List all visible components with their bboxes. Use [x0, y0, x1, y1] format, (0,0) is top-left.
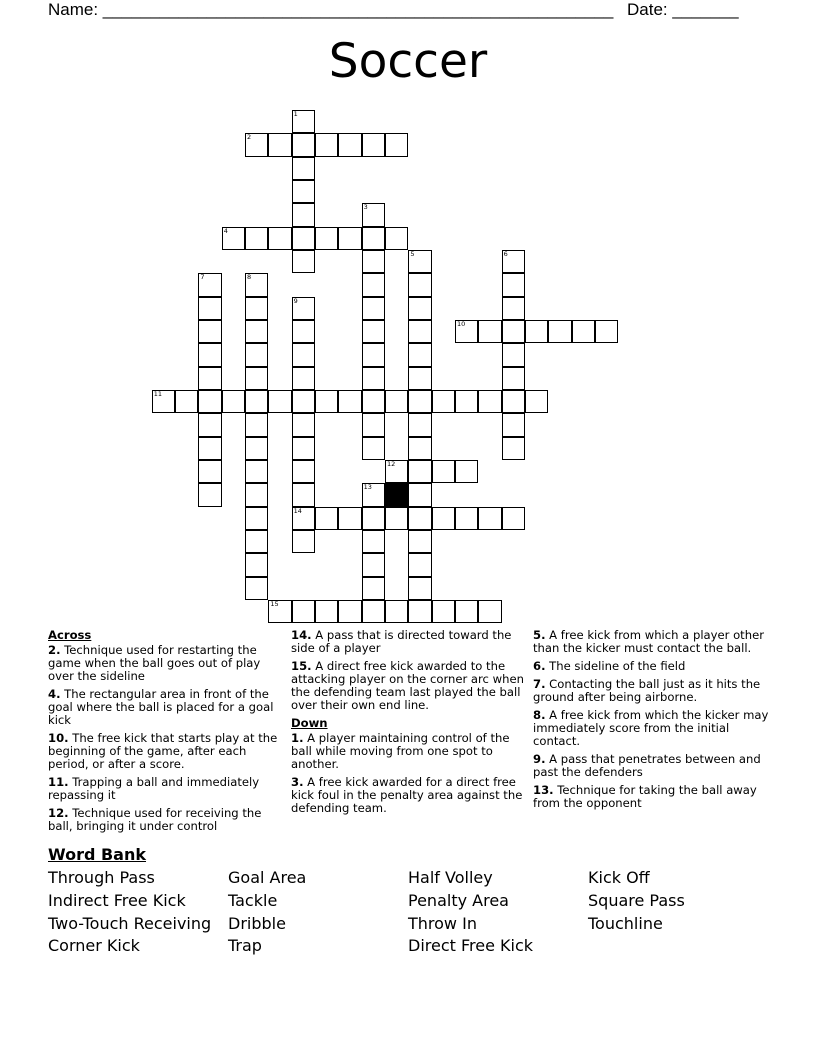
clue-number: 2. — [48, 643, 61, 657]
down-clue — [291, 732, 527, 771]
down-clue — [533, 678, 769, 704]
grid-cell[interactable] — [198, 437, 221, 460]
word-bank-item: Half Volley — [408, 868, 493, 887]
word-bank-item: Direct Free Kick — [408, 936, 534, 956]
grid-cell[interactable] — [408, 413, 431, 436]
word-bank-item: Touchline — [588, 913, 663, 933]
grid-cell[interactable] — [292, 227, 315, 250]
clue-number: 10. — [48, 731, 69, 745]
grid-cell[interactable] — [292, 133, 315, 156]
clue-number: 11. — [48, 775, 69, 789]
grid-cell[interactable] — [502, 297, 525, 320]
grid-cell[interactable] — [408, 320, 431, 343]
clue-number: 14. — [291, 628, 312, 642]
clue-text: Technique used for restarting the game when the ball goes out of play over the sideline — [48, 643, 261, 683]
grid-cell[interactable] — [338, 390, 361, 413]
down-clue — [533, 753, 769, 779]
grid-cell[interactable] — [292, 367, 315, 390]
clue-number: 15 — [270, 599, 279, 608]
grid-cell[interactable] — [292, 297, 315, 320]
grid-cell[interactable] — [245, 343, 268, 366]
grid-cell[interactable] — [292, 437, 315, 460]
grid-cell[interactable] — [338, 227, 361, 250]
grid-cell[interactable] — [245, 273, 268, 296]
name-field: Name: ______________________________________________________ — [48, 0, 614, 19]
across-clue — [291, 660, 527, 712]
grid-cell[interactable] — [408, 553, 431, 576]
grid-cell[interactable] — [362, 203, 385, 226]
grid-cell[interactable] — [478, 507, 501, 530]
grid-cell[interactable] — [198, 483, 221, 506]
grid-cell[interactable] — [315, 227, 338, 250]
grid-cell[interactable] — [292, 390, 315, 413]
clue-text: The sideline of the field — [549, 659, 686, 673]
word-bank-item: Tackle — [228, 890, 278, 910]
grid-cell[interactable] — [455, 600, 478, 623]
grid-cell[interactable] — [245, 367, 268, 390]
grid-cell[interactable] — [245, 553, 268, 576]
clue-text: A free kick from which the kicker may immediately score from the initial contact. — [533, 708, 769, 748]
grid-cell[interactable] — [408, 577, 431, 600]
grid-cell[interactable] — [268, 600, 291, 623]
grid-cell[interactable] — [268, 227, 291, 250]
across-heading: Across — [48, 628, 92, 642]
clue-number: 12 — [387, 459, 396, 468]
grid-cell[interactable] — [268, 390, 291, 413]
down-heading: Down — [291, 716, 328, 730]
clues-column-1 — [48, 629, 284, 838]
grid-cell[interactable] — [362, 343, 385, 366]
grid-cell[interactable] — [245, 227, 268, 250]
grid-cell[interactable] — [245, 530, 268, 553]
grid-cell[interactable] — [292, 250, 315, 273]
grid-cell[interactable] — [222, 390, 245, 413]
down-clue — [533, 629, 769, 655]
grid-cell[interactable] — [385, 460, 408, 483]
down-clue — [533, 709, 769, 748]
grid-cell[interactable] — [362, 227, 385, 250]
down-clue — [533, 660, 769, 673]
grid-cell[interactable] — [502, 343, 525, 366]
grid-cell[interactable] — [525, 320, 548, 343]
grid-cell[interactable] — [408, 297, 431, 320]
clue-number: 9 — [293, 296, 298, 305]
grid-cell[interactable] — [245, 437, 268, 460]
grid-cell[interactable] — [292, 343, 315, 366]
grid-cell[interactable] — [385, 133, 408, 156]
across-clue — [48, 732, 284, 771]
grid-cell[interactable] — [292, 483, 315, 506]
grid-cell[interactable] — [315, 507, 338, 530]
grid-cell[interactable] — [245, 577, 268, 600]
clue-number: 14 — [293, 506, 302, 515]
clue-number: 13. — [533, 783, 554, 797]
grid-cell[interactable] — [338, 133, 361, 156]
clue-number: 10 — [456, 319, 466, 328]
word-bank-item: Corner Kick — [48, 936, 140, 956]
page-title: Soccer — [328, 34, 488, 89]
down-clue — [533, 784, 769, 810]
grid-cell[interactable] — [572, 320, 595, 343]
clue-text: A free kick from which a player other than the kicker must contact the ball. — [533, 628, 764, 655]
grid-cell[interactable] — [362, 600, 385, 623]
grid-cell[interactable] — [292, 180, 315, 203]
grid-cell[interactable] — [408, 390, 431, 413]
clue-number: 5. — [533, 628, 546, 642]
grid-cell[interactable] — [362, 507, 385, 530]
grid-cell[interactable] — [502, 250, 525, 273]
clue-number: 1. — [291, 731, 304, 745]
grid-cell[interactable] — [362, 437, 385, 460]
grid-cell[interactable] — [408, 437, 431, 460]
clue-text: Trapping a ball and immediately repassing it — [48, 775, 260, 802]
grid-cell[interactable] — [502, 437, 525, 460]
grid-cell[interactable] — [502, 390, 525, 413]
clue-text: A free kick awarded for a direct free kick foul in the penalty area against the defending team. — [291, 775, 523, 815]
grid-cell[interactable] — [408, 530, 431, 553]
grid-cell[interactable] — [198, 413, 221, 436]
grid-cell[interactable] — [455, 390, 478, 413]
grid-cell[interactable] — [292, 320, 315, 343]
grid-cell[interactable] — [432, 600, 455, 623]
grid-cell[interactable] — [175, 390, 198, 413]
clues-column-2 — [291, 629, 527, 820]
clue-number: 13 — [363, 483, 372, 492]
grid-cell[interactable] — [362, 390, 385, 413]
grid-cell[interactable] — [198, 343, 221, 366]
grid-cell[interactable] — [525, 390, 548, 413]
grid-cell[interactable] — [548, 320, 571, 343]
grid-cell[interactable] — [385, 227, 408, 250]
grid-cell[interactable] — [245, 320, 268, 343]
grid-cell[interactable] — [502, 367, 525, 390]
grid-cell[interactable] — [292, 530, 315, 553]
grid-cell[interactable] — [408, 367, 431, 390]
grid-cell[interactable] — [362, 483, 385, 506]
clue-number: 3. — [291, 775, 304, 789]
grid-cell[interactable] — [362, 297, 385, 320]
grid-cell[interactable] — [362, 320, 385, 343]
grid-cell[interactable] — [245, 133, 268, 156]
word-bank-title: Word Bank — [48, 845, 147, 864]
grid-cell[interactable] — [362, 577, 385, 600]
grid-cell[interactable] — [502, 413, 525, 436]
clue-number: 6. — [533, 659, 546, 673]
grid-cell[interactable] — [198, 460, 221, 483]
word-bank-item: Through Pass — [48, 868, 155, 887]
grid-cell[interactable] — [315, 600, 338, 623]
clue-number: 12. — [48, 806, 69, 820]
grid-cell[interactable] — [478, 320, 501, 343]
grid-cell[interactable] — [385, 390, 408, 413]
clue-number: 7. — [533, 677, 546, 691]
grid-cell[interactable] — [245, 507, 268, 530]
grid-cell[interactable] — [455, 320, 478, 343]
grid-cell[interactable] — [362, 413, 385, 436]
clue-text: A pass that penetrates between and past the defenders — [533, 752, 761, 779]
grid-cell[interactable] — [268, 133, 291, 156]
clues-column-3 — [533, 629, 769, 815]
clue-number: 5 — [410, 249, 415, 258]
grid-cell[interactable] — [198, 320, 221, 343]
word-bank-item: Goal Area — [228, 868, 307, 887]
grid-cell[interactable] — [292, 157, 315, 180]
grid-cell[interactable] — [408, 483, 431, 506]
across-clue — [48, 776, 284, 802]
grid-cell[interactable] — [315, 390, 338, 413]
clue-number: 8 — [247, 273, 252, 282]
clue-number: 2 — [247, 133, 252, 142]
grid-cell[interactable] — [432, 390, 455, 413]
grid-cell[interactable] — [455, 460, 478, 483]
date-field: Date: _______ — [627, 0, 739, 19]
grid-cell[interactable] — [408, 600, 431, 623]
word-bank-item: Penalty Area — [408, 890, 509, 910]
across-clue — [291, 629, 527, 655]
grid-cell[interactable] — [478, 600, 501, 623]
grid-cell[interactable] — [315, 133, 338, 156]
down-clue — [291, 776, 527, 815]
grid-cell[interactable] — [198, 273, 221, 296]
clue-text: A direct free kick awarded to the attacking player on the corner arc when the defending team last played the ball over their own end line. — [291, 659, 524, 712]
clue-number: 1 — [293, 110, 298, 118]
grid-cell[interactable] — [245, 413, 268, 436]
grid-cell[interactable] — [152, 390, 175, 413]
grid-cell[interactable] — [245, 460, 268, 483]
word-bank-item: Two-Touch Receiving — [48, 913, 212, 933]
word-bank-item: Kick Off — [588, 868, 650, 887]
word-bank-item: Dribble — [228, 913, 286, 933]
grid-cell[interactable] — [245, 483, 268, 506]
grid-cell[interactable] — [292, 600, 315, 623]
grid-cell[interactable] — [408, 460, 431, 483]
clue-number: 3 — [363, 203, 368, 212]
grid-cell[interactable] — [362, 553, 385, 576]
word-bank-item: Square Pass — [588, 890, 685, 910]
grid-cell[interactable] — [408, 273, 431, 296]
grid-cell[interactable] — [432, 460, 455, 483]
grid-cell[interactable] — [385, 507, 408, 530]
grid-cell[interactable] — [432, 507, 455, 530]
grid-cell[interactable] — [362, 367, 385, 390]
grid-cell[interactable] — [362, 530, 385, 553]
grid-cell[interactable] — [198, 367, 221, 390]
across-clue — [48, 644, 284, 683]
word-bank-item: Throw In — [408, 913, 477, 933]
across-clue — [48, 688, 284, 727]
grid-cell[interactable] — [292, 507, 315, 530]
grid-cell[interactable] — [478, 390, 501, 413]
clue-number: 7 — [200, 273, 205, 282]
grid-cell[interactable] — [292, 460, 315, 483]
grid-cell[interactable] — [502, 320, 525, 343]
clue-text: The free kick that starts play at the beginning of the game, after each period, or after a score. — [48, 731, 278, 771]
word-bank-item: Trap — [228, 936, 262, 956]
grid-cell[interactable] — [362, 250, 385, 273]
clue-number: 15. — [291, 659, 312, 673]
grid-cell[interactable] — [502, 507, 525, 530]
grid-cell[interactable] — [245, 297, 268, 320]
clue-text: A player maintaining control of the ball while moving from one spot to another. — [291, 731, 510, 771]
grid-cell[interactable] — [198, 297, 221, 320]
black-cell — [385, 483, 408, 506]
grid-cell[interactable] — [408, 250, 431, 273]
grid-cell[interactable] — [292, 203, 315, 226]
clue-text: A pass that is directed toward the side of a player — [291, 628, 512, 655]
clue-number: 9. — [533, 752, 546, 766]
clue-number: 4 — [223, 226, 228, 235]
clue-text: The rectangular area in front of the goal where the ball is placed for a goal kick — [48, 687, 274, 727]
grid-cell[interactable] — [502, 273, 525, 296]
grid-cell[interactable] — [362, 273, 385, 296]
clue-number: 8. — [533, 708, 546, 722]
grid-cell[interactable] — [595, 320, 618, 343]
grid-cell[interactable] — [338, 507, 361, 530]
clue-text: Technique for taking the ball away from the opponent — [533, 783, 757, 810]
word-bank-item: Indirect Free Kick — [48, 890, 186, 910]
clue-number: 6 — [503, 249, 508, 258]
grid-cell[interactable] — [362, 133, 385, 156]
grid-cell[interactable] — [408, 343, 431, 366]
grid-cell[interactable] — [292, 110, 315, 133]
grid-cell[interactable] — [245, 390, 268, 413]
grid-cell[interactable] — [292, 413, 315, 436]
grid-cell[interactable] — [455, 507, 478, 530]
grid-cell[interactable] — [338, 600, 361, 623]
grid-cell[interactable] — [408, 507, 431, 530]
grid-cell[interactable] — [222, 227, 245, 250]
clue-text: Technique used for receiving the ball, bringing it under control — [48, 806, 262, 833]
clue-number: 4. — [48, 687, 61, 701]
grid-cell[interactable] — [385, 600, 408, 623]
clue-number: 11 — [153, 389, 162, 398]
across-clue — [48, 807, 284, 833]
grid-cell[interactable] — [198, 390, 221, 413]
clue-text: Contacting the ball just as it hits the ground after being airborne. — [533, 677, 761, 704]
